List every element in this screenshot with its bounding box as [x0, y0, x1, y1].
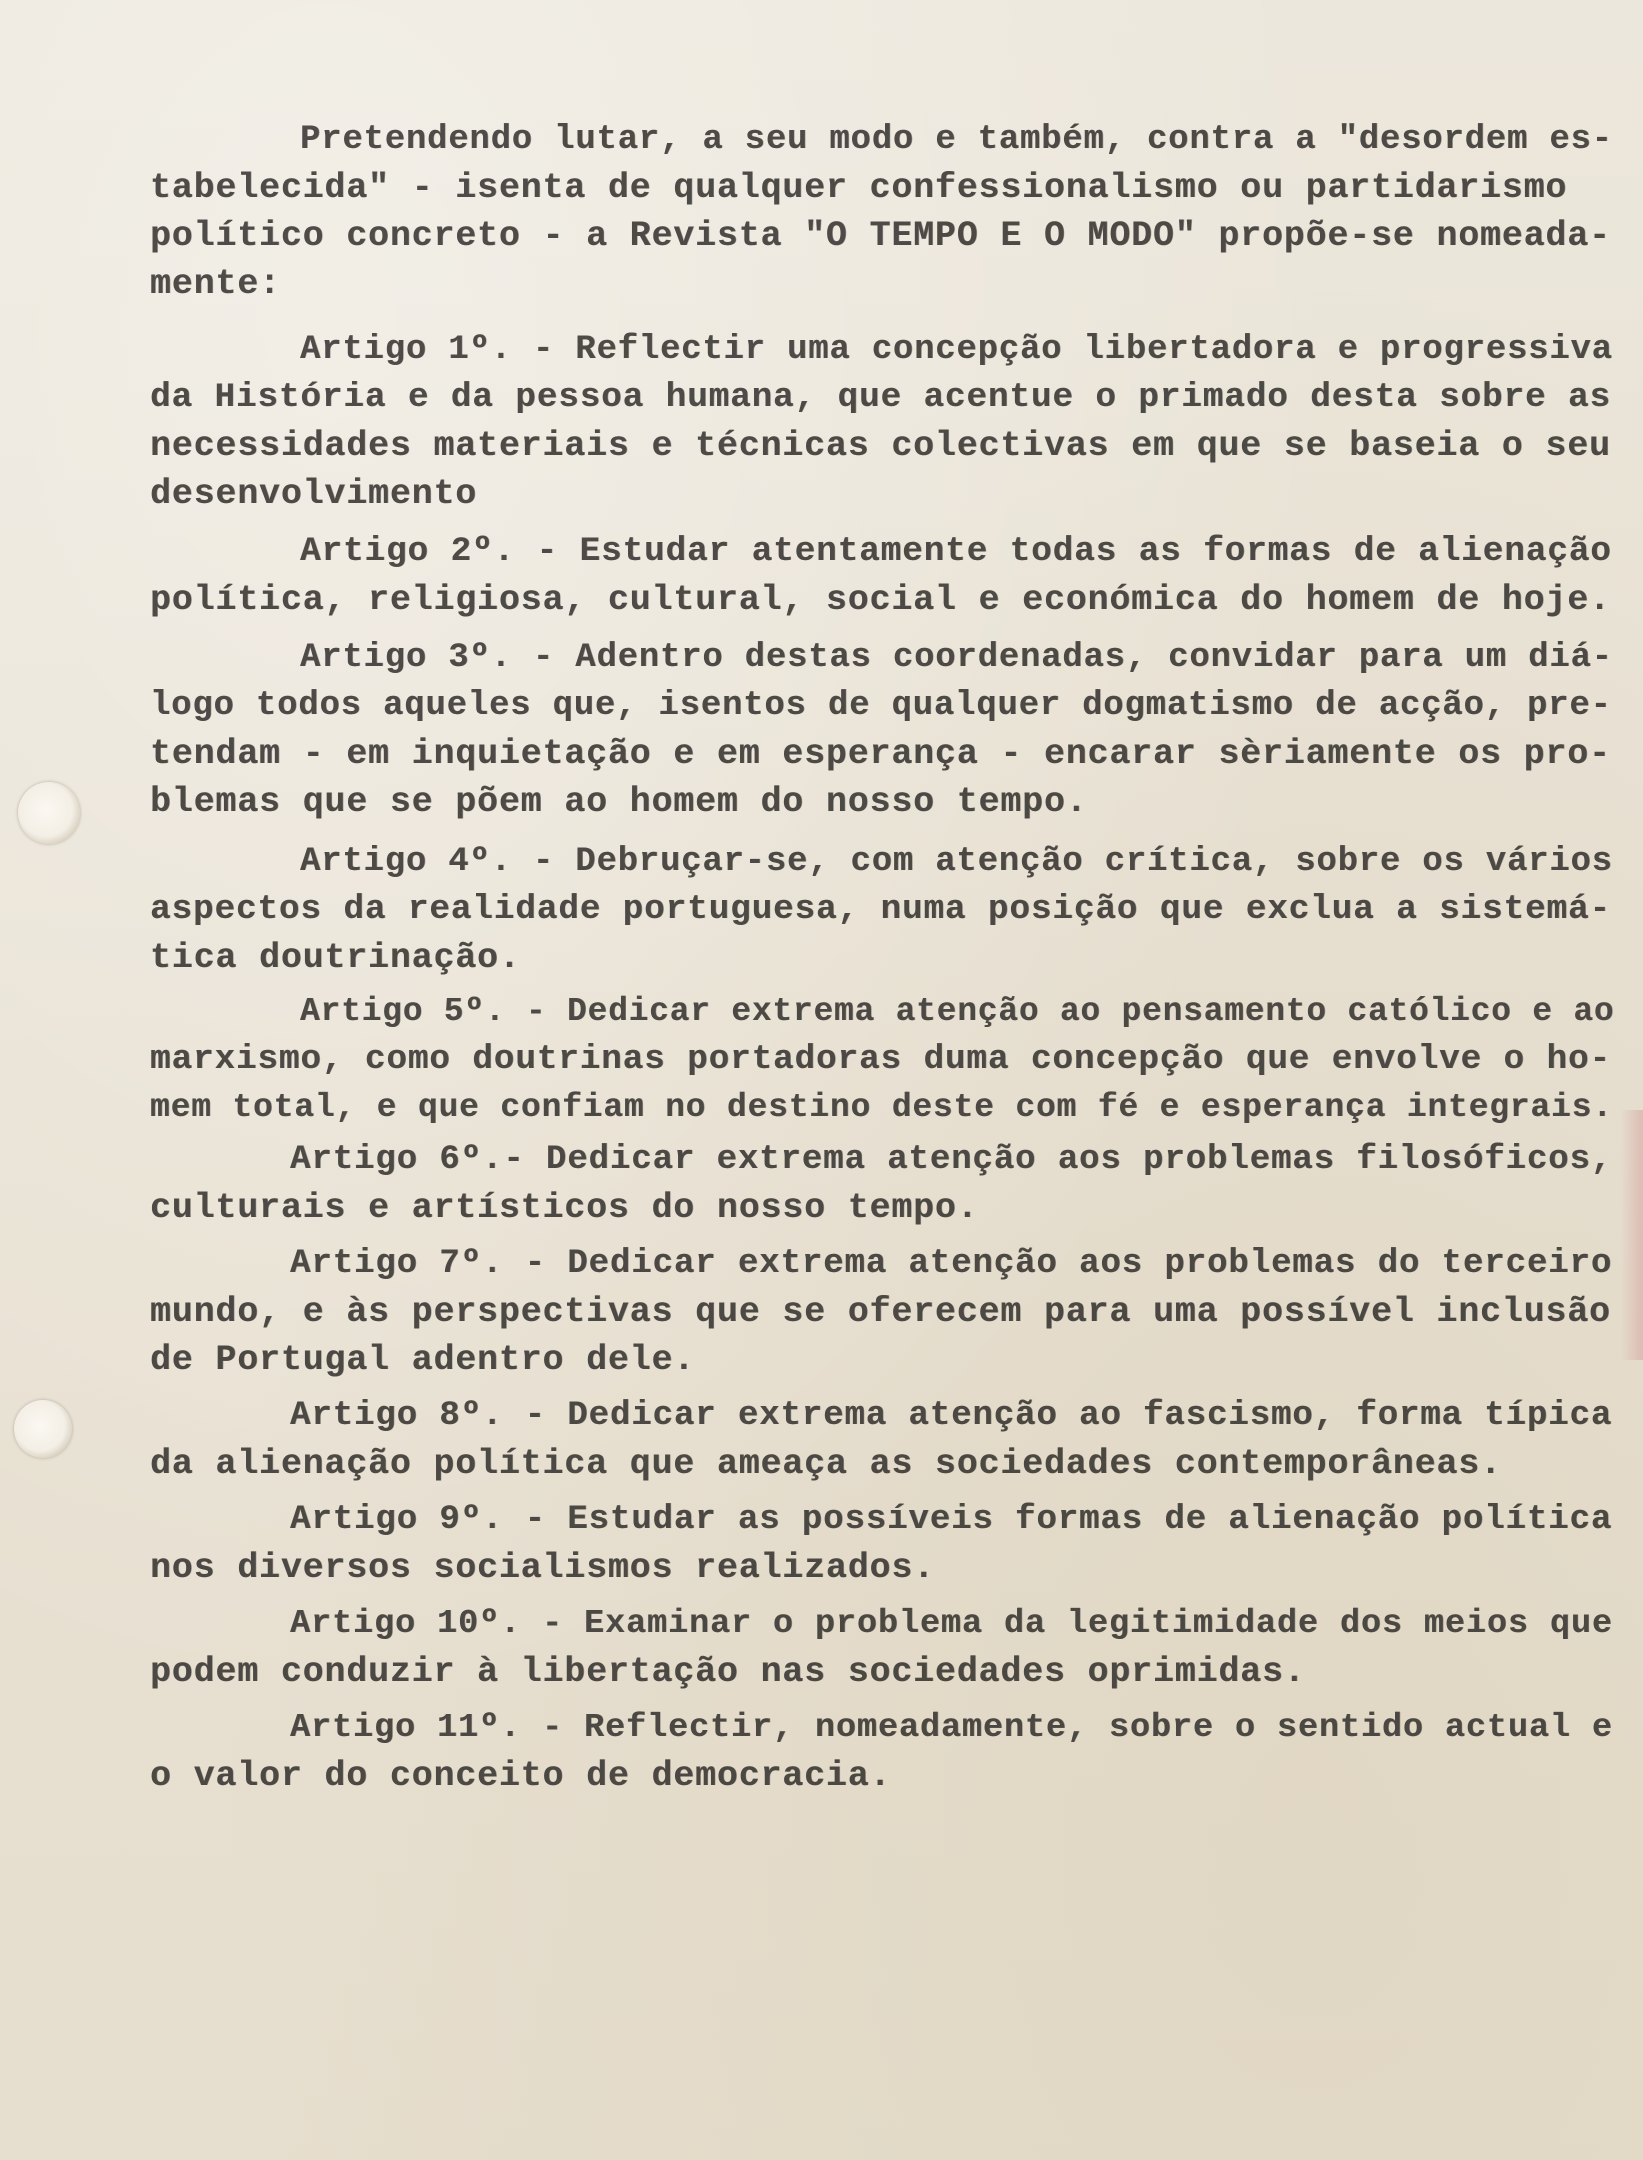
text-line: tica doutrinação.: [150, 938, 521, 978]
text-line: Artigo 2º. - Estudar atentamente todas as formas de alienação: [300, 532, 1612, 571]
text-line: Artigo 8º. - Dedicar extrema atenção ao fascismo, forma típica: [290, 1397, 1613, 1435]
edge-stain: [1621, 1110, 1643, 1360]
text-line: Artigo 3º. - Adentro destas coordenadas, convidar para um diá-: [300, 639, 1613, 677]
text-line: Artigo 6º.- Dedicar extrema atenção aos problemas filosóficos,: [290, 1141, 1613, 1179]
text-line: político concreto - a Revista "O TEMPO E O MODO" propõe-se nomeada-: [150, 216, 1611, 256]
text-line: tabelecida" - isenta de qualquer confessionalismo ou partidarismo: [150, 168, 1568, 208]
text-line: culturais e artísticos do nosso tempo.: [150, 1188, 979, 1228]
text-line: mente:: [150, 264, 281, 304]
text-line: Artigo 1º. - Reflectir uma concepção libertadora e progressiva: [300, 331, 1613, 369]
text-line: de Portugal adentro dele.: [150, 1340, 696, 1380]
text-line: mem total, e que confiam no destino deste com fé e esperança integrais.: [150, 1089, 1613, 1126]
text-line: Pretendendo lutar, a seu modo e também, contra a "desordem es-: [300, 121, 1613, 159]
text-line: Artigo 4º. - Debruçar-se, com atenção crítica, sobre os vários: [300, 843, 1613, 881]
text-line: nos diversos socialismos realizados.: [150, 1548, 935, 1588]
text-line: podem conduzir à libertação nas sociedades oprimidas.: [150, 1652, 1306, 1692]
text-line: Artigo 7º. - Dedicar extrema atenção aos problemas do terceiro: [290, 1245, 1613, 1283]
text-line: marxismo, como doutrinas portadoras duma concepção que envolve o ho-: [150, 1040, 1611, 1079]
text-line: Artigo 9º. - Estudar as possíveis formas de alienação política: [290, 1501, 1613, 1539]
text-line: política, religiosa, cultural, social e económica do homem de hoje.: [150, 580, 1611, 620]
text-line: Artigo 11º. - Reflectir, nomeadamente, sobre o sentido actual e: [290, 1709, 1613, 1747]
text-line: necessidades materiais e técnicas colectivas em que se baseia o seu: [150, 426, 1611, 466]
text-line: blemas que se põem ao homem do nosso tempo.: [150, 782, 1088, 822]
text-line: tendam - em inquietação e em esperança - encarar sèriamente os pro-: [150, 734, 1611, 774]
text-line: da alienação política que ameaça as sociedades contemporâneas.: [150, 1444, 1502, 1484]
text-line: aspectos da realidade portuguesa, numa posição que exclua a sistemá-: [150, 890, 1611, 929]
text-line: logo todos aqueles que, isentos de qualquer dogmatismo de acção, pre-: [150, 687, 1612, 725]
text-line: o valor do conceito de democracia.: [150, 1756, 892, 1796]
punch-hole-bottom: [14, 1400, 72, 1458]
text-line: desenvolvimento: [150, 474, 478, 514]
text-line: da História e da pessoa humana, que acentue o primado desta sobre as: [150, 378, 1611, 417]
punch-hole-top: [18, 782, 80, 844]
text-line: Artigo 5º. - Dedicar extrema atenção ao pensamento católico e ao: [300, 993, 1615, 1030]
text-line: Artigo 10º. - Examinar o problema da legitimidade dos meios que: [290, 1605, 1613, 1643]
text-line: mundo, e às perspectivas que se oferecem para uma possível inclusão: [150, 1292, 1611, 1332]
